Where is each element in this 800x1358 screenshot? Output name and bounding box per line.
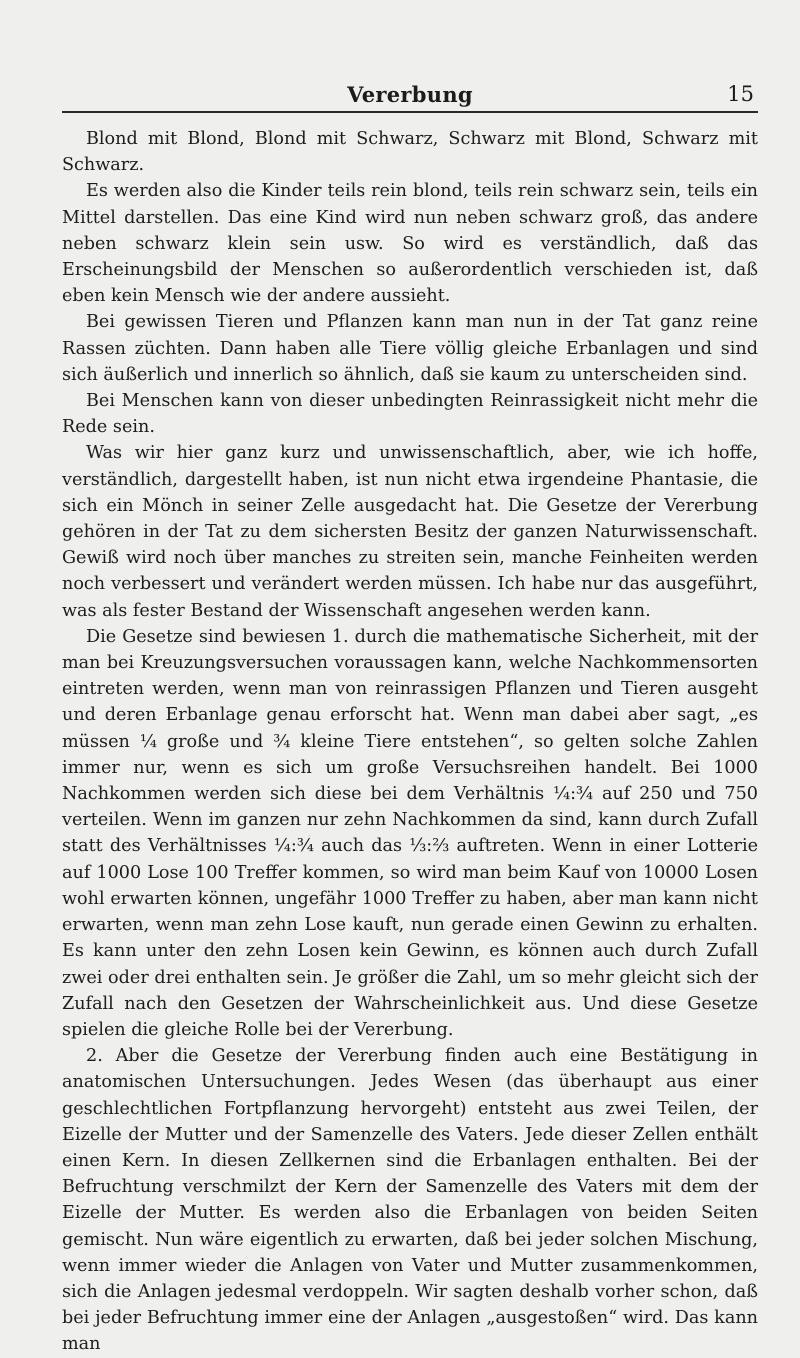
paragraph: Es werden also die Kinder teils rein blond, teils rein schwarz sein, teils ein Mittel darstellen. Das eine Kind wird nun neben schwarz groß, das andere neben schwarz klein sein usw. So wird es verständlich, daß das Erscheinungsbild der Menschen so außerordentlich verschieden ist, daß eben kein Mensch wie der andere aussieht. [62,181,758,307]
running-title: Vererbung [347,82,473,107]
body-text [62,126,758,1358]
paragraph: Die Gesetze sind bewiesen 1. durch die mathematische Sicherheit, mit der man bei Kreuzungsversuchen voraussagen kann, welche Nachkommensorten eintreten werden, wenn man von reinrassigen Pflanzen und Tieren ausgeht und deren Erbanlage genau erforscht hat. Wenn man dabei aber sagt, „es müssen ¼ große und ¾ kleine Tiere entstehen“, so gelten solche Zahlen immer nur, wenn es sich um große Versuchsreihen handelt. Bei 1000 Nachkommen werden sich diese bei dem Verhältnis ¼:¾ auf 250 und 750 verteilen. Wenn im ganzen nur zehn Nachkommen da sind, kann durch Zufall statt des Verhältnisses ¼:¾ auch das ⅓:⅔ auftreten. Wenn in einer Lotterie auf 1000 Lose 100 Treffer kommen, so wird man beim Kauf von 10000 Losen wohl erwarten können, ungefähr 1000 Treffer zu haben, aber man kann nicht erwarten, wenn man zehn Lose kauft, nun gerade einen Gewinn zu erhalten. Es kann unter den zehn Losen kein Gewinn, es können auch durch Zufall zwei oder drei enthalten sein. Je größer die Zahl, um so mehr gleicht sich der Zufall nach den Gesetzen der Wahrscheinlichkeit aus. Und diese Gesetze spielen die gleiche Rolle bei der Vererbung. [62,626,758,1040]
paragraph: Bei gewissen Tieren und Pflanzen kann man nun in der Tat ganz reine Rassen züchten. Dann haben alle Tiere völlig gleiche Erbanlagen und sind sich äußerlich und innerlich so ähnlich, daß sie kaum zu unterscheiden sind. [62,312,758,385]
paragraph: 2. Aber die Gesetze der Vererbung finden auch eine Bestätigung in anatomischen Untersuchungen. Jedes Wesen (das überhaupt aus einer geschlechtlichen Fortpflanzung hervorgeht) entsteht aus zwei Teilen, der Eizelle der Mutter und der Samenzelle des Vaters. Jede dieser Zellen enthält einen Kern. In diesen Zellkernen sind die Erbanlagen enthalten. Bei der Befruchtung verschmilzt der Kern der Samenzelle des Vaters mit dem der Eizelle der Mutter. Es werden also die Erbanlagen von beiden Seiten gemischt. Nun wäre eigentlich zu erwarten, daß bei jeder solchen Mischung, wenn immer wieder die Anlagen von Vater und Mutter zusammenkommen, sich die Anlagen jedesmal verdoppeln. Wir sagten deshalb vorher schon, daß bei jeder Befruchtung immer eine der Anlagen „ausgestoßen“ wird. Das kann man [62,1046,758,1355]
header-rule [62,111,758,113]
paragraph: Blond mit Blond, Blond mit Schwarz, Schwarz mit Blond, Schwarz mit Schwarz. [62,129,758,176]
paragraph: Was wir hier ganz kurz und unwissenschaftlich, aber, wie ich hoffe, verständlich, dargestellt haben, ist nun nicht etwa irgendeine Phantasie, die sich ein Mönch in seiner Zelle ausgedacht hat. Die Gesetze der Vererbung gehören in der Tat zu dem sichersten Besitz der ganzen Naturwissenschaft. Gewiß wird noch über manches zu streiten sein, manche Feinheiten werden noch verbessert und verändert werden müssen. Ich habe nur das ausgeführt, was als fester Bestand der Wissenschaft angesehen werden kann. [62,443,758,621]
paragraph: Bei Menschen kann von dieser unbedingten Reinrassigkeit nicht mehr die Rede sein. [62,391,758,438]
page-header [62,0,758,112]
page-number: 15 [727,82,754,106]
